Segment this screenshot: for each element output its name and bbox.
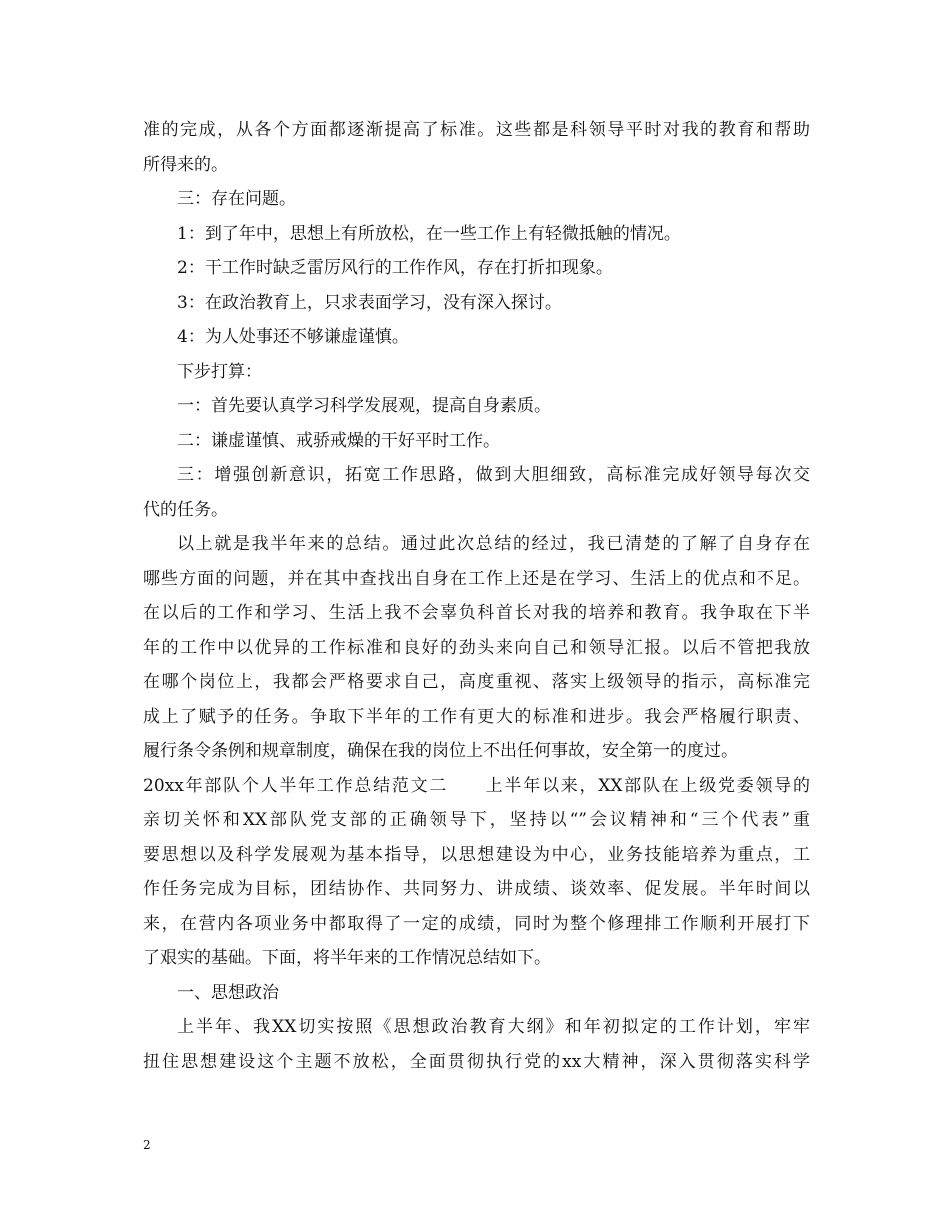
- text-line: 了艰实的基础。下面，将半年来的工作情况总结如下。: [143, 948, 551, 968]
- text-line: 在以后的工作和学习、生活上我不会辜负科首长对我的培养和教育。我争取在下半: [143, 603, 810, 623]
- text-line: 2：干工作时缺乏雷厉风行的工作作风，存在打折扣现象。: [177, 258, 613, 278]
- text-line: 来，在营内各项业务中都取得了一定的成绩，同时为整个修理排工作顺利开展打下: [143, 913, 810, 934]
- text-line: 一、思想政治: [177, 982, 279, 1003]
- text-line: 扭住思想建设这个主题不放松，全面贯彻执行党的xx大精神，深入贯彻落实科学: [143, 1051, 810, 1072]
- text-line: 上半年、我XX切实按照《思想政治教育大纲》和年初拟定的工作计划，牢牢: [177, 1017, 810, 1037]
- text-line: 以上就是我半年来的总结。通过此次总结的经过，我已清楚的了解了自身存在: [177, 534, 810, 554]
- text-line: 在哪个岗位上，我都会严格要求自己，高度重视、落实上级领导的指示，高标准完: [143, 672, 810, 692]
- text-line: 成上了赋予的任务。争取下半年的工作有更大的标准和进步。我会严格履行职责、: [143, 706, 810, 727]
- text-line: 作任务完成为目标，团结协作、共同努力、讲成绩、谈效率、促发展。半年时间以: [143, 879, 810, 899]
- text-line: 要思想以及科学发展观为基本指导，以思想建设为中心，业务技能培养为重点，工: [143, 844, 810, 865]
- text-line: 三：存在问题。: [177, 189, 296, 209]
- text-line: 下步打算：: [177, 361, 262, 382]
- text-line: 一：首先要认真学习科学发展观，提高自身素质。: [177, 396, 551, 416]
- text-line: 二：谦虚谨慎、戒骄戒燥的干好平时工作。: [177, 430, 500, 451]
- text-line: 履行条令条例和规章制度，确保在我的岗位上不出任何事故，安全第一的度过。: [143, 741, 738, 761]
- text-line: 3：在政治教育上，只求表面学习，没有深入探讨。: [177, 292, 562, 313]
- text-line: 代的任务。: [143, 499, 228, 520]
- text-line: 20xx年部队个人半年工作总结范文二 上半年以来，XX部队在上级党委领导的: [143, 775, 810, 796]
- text-line: 亲切关怀和XX部队党支部的正确领导下，坚持以“”会议精神和“三个代表”重: [143, 810, 810, 830]
- text-line: 年的工作中以优异的工作标准和良好的劲头来向自己和领导汇报。以后不管把我放: [143, 637, 810, 658]
- document-body: [143, 113, 810, 1079]
- page-number: 2: [143, 1138, 151, 1152]
- text-line: 1：到了年中，思想上有所放松，在一些工作上有轻微抵触的情况。: [177, 223, 681, 244]
- text-line: 哪些方面的问题，并在其中查找出自身在工作上还是在学习、生活上的优点和不足。: [143, 568, 810, 589]
- text-line: 准的完成，从各个方面都逐渐提高了标准。这些都是科领导平时对我的教育和帮助: [143, 120, 810, 140]
- text-line: 三：增强创新意识，拓宽工作思路，做到大胆细致，高标准完成好领导每次交: [177, 465, 810, 485]
- text-line: 4：为人处事还不够谦虚谨慎。: [177, 327, 409, 347]
- text-line: 所得来的。: [143, 154, 228, 175]
